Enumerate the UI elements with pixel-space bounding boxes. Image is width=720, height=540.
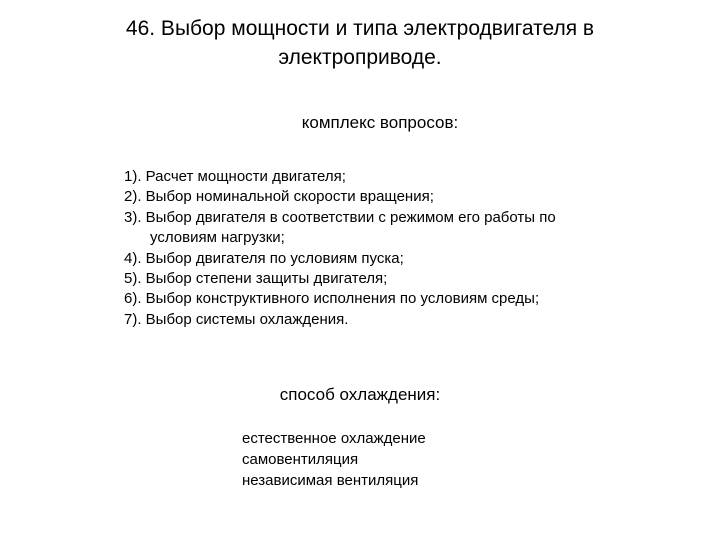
questions-heading: комплекс вопросов: [301,113,459,132]
slide-title [0,14,720,72]
slide-title-line-1: 46. Выбор мощности и типа электродвигателя в [125,17,595,40]
question-item-4: 4). Выбор двигателя по условиям пуска; [124,249,404,267]
question-item-7: 7). Выбор системы охлаждения. [124,310,349,328]
cooling-method-independent-ventilation: независимая вентиляция [242,472,419,489]
cooling-methods-list [242,428,426,491]
question-item-6: 6). Выбор конструктивного исполнения по условиям среды; [124,290,540,308]
question-item-2: 2). Выбор номинальной скорости вращения; [124,188,434,206]
slide-title-line-2: электроприводе. [278,46,442,69]
cooling-method-natural: естественное охлаждение [242,430,426,447]
question-item-1: 1). Расчет мощности двигателя; [124,168,346,185]
question-item-5: 5). Выбор степени защиты двигателя; [124,270,388,288]
question-item-3-continuation: условиям нагрузки; [150,229,285,247]
question-item-3: 3). Выбор двигателя в соответствии с режимом его работы по [124,208,556,226]
cooling-heading: способ охлаждения: [279,385,441,404]
cooling-method-self-ventilation: самовентиляция [242,451,359,468]
questions-list [124,167,684,330]
